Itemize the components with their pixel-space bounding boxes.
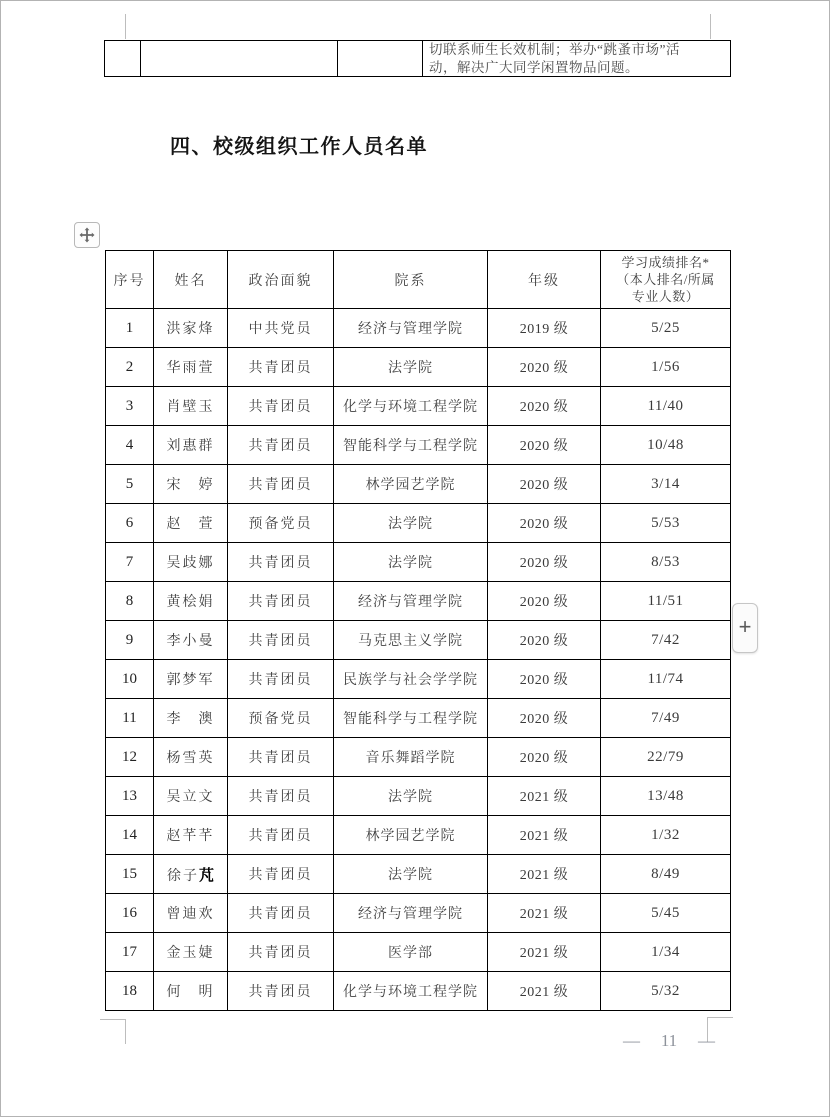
cell-politics: 共青团员 xyxy=(228,933,334,972)
cell-college: 音乐舞蹈学院 xyxy=(334,738,488,777)
cell-name: 赵芊芊 xyxy=(154,816,228,855)
cell-grade: 2021 级 xyxy=(488,816,601,855)
cell-college: 化学与环境工程学院 xyxy=(334,387,488,426)
table-row xyxy=(106,621,731,660)
cell-index: 1 xyxy=(106,309,154,348)
cell-grade: 2020 级 xyxy=(488,504,601,543)
cell-politics: 共青团员 xyxy=(228,660,334,699)
cell-rank: 5/53 xyxy=(601,504,731,543)
cell-grade: 2020 级 xyxy=(488,465,601,504)
cell-name: 杨雪英 xyxy=(154,738,228,777)
cell-rank: 5/32 xyxy=(601,972,731,1011)
cell-college: 马克思主义学院 xyxy=(334,621,488,660)
cell-index: 13 xyxy=(106,777,154,816)
cell-grade: 2020 级 xyxy=(488,543,601,582)
column-header-rank xyxy=(601,251,731,309)
cell-name: 金玉婕 xyxy=(154,933,228,972)
continuation-cell-empty xyxy=(141,41,338,77)
cell-politics: 共青团员 xyxy=(228,543,334,582)
cell-college: 林学园艺学院 xyxy=(334,816,488,855)
table-row xyxy=(106,660,731,699)
crop-mark-top-left xyxy=(125,14,126,39)
table-row xyxy=(106,309,731,348)
cell-rank: 11/40 xyxy=(601,387,731,426)
cell-college: 民族学与社会学学院 xyxy=(334,660,488,699)
cell-politics: 共青团员 xyxy=(228,426,334,465)
rank-header-line: （本人排名/所属 xyxy=(616,272,715,287)
cell-name: 黄桧娟 xyxy=(154,582,228,621)
cell-college: 化学与环境工程学院 xyxy=(334,972,488,1011)
cell-name: 赵 萱 xyxy=(154,504,228,543)
table-row xyxy=(106,348,731,387)
cell-index: 5 xyxy=(106,465,154,504)
cell-index: 16 xyxy=(106,894,154,933)
cell-rank: 11/74 xyxy=(601,660,731,699)
continuation-table xyxy=(104,40,731,77)
cell-politics: 共青团员 xyxy=(228,972,334,1011)
crop-mark-top-right xyxy=(710,14,711,39)
table-row xyxy=(106,894,731,933)
column-header-college: 院系 xyxy=(334,251,488,309)
cell-college: 法学院 xyxy=(334,543,488,582)
cell-index: 10 xyxy=(106,660,154,699)
crop-mark-bottom-left xyxy=(100,1019,125,1020)
cell-politics: 共青团员 xyxy=(228,582,334,621)
table-row xyxy=(106,738,731,777)
cell-rank: 22/79 xyxy=(601,738,731,777)
rank-header-line: 学习成绩排名* xyxy=(621,255,710,270)
cell-college: 经济与管理学院 xyxy=(334,894,488,933)
cell-grade: 2021 级 xyxy=(488,855,601,894)
cell-grade: 2019 级 xyxy=(488,309,601,348)
rank-header-line: 专业人数） xyxy=(631,289,700,304)
cell-grade: 2020 级 xyxy=(488,348,601,387)
cell-index: 6 xyxy=(106,504,154,543)
cell-name: 吴立文 xyxy=(154,777,228,816)
header-row xyxy=(106,251,731,309)
cell-index: 17 xyxy=(106,933,154,972)
cell-grade: 2020 级 xyxy=(488,738,601,777)
cell-name: 李 澳 xyxy=(154,699,228,738)
cell-index: 8 xyxy=(106,582,154,621)
crop-mark-bottom-right xyxy=(707,1017,733,1018)
column-header-name: 姓名 xyxy=(154,251,228,309)
cell-grade: 2021 级 xyxy=(488,933,601,972)
move-icon xyxy=(78,226,96,244)
cell-rank: 5/45 xyxy=(601,894,731,933)
cell-index: 2 xyxy=(106,348,154,387)
table-row xyxy=(106,465,731,504)
cell-politics: 共青团员 xyxy=(228,816,334,855)
table-row xyxy=(106,543,731,582)
cell-college: 智能科学与工程学院 xyxy=(334,426,488,465)
cell-name: 郭梦军 xyxy=(154,660,228,699)
table-row xyxy=(106,972,731,1011)
cell-name: 华雨萱 xyxy=(154,348,228,387)
table-row xyxy=(106,816,731,855)
cell-name: 肖壁玉 xyxy=(154,387,228,426)
cell-politics: 共青团员 xyxy=(228,387,334,426)
table-row xyxy=(106,426,731,465)
table-row xyxy=(106,933,731,972)
continuation-cell-empty xyxy=(338,41,423,77)
footer-dash: — xyxy=(623,1031,640,1050)
table-row xyxy=(106,504,731,543)
roster-table xyxy=(105,250,731,1011)
cell-index: 12 xyxy=(106,738,154,777)
page-footer xyxy=(623,1031,715,1051)
cell-rank: 8/49 xyxy=(601,855,731,894)
cell-grade: 2020 级 xyxy=(488,699,601,738)
cell-name: 李小曼 xyxy=(154,621,228,660)
cell-rank: 3/14 xyxy=(601,465,731,504)
table-row xyxy=(106,777,731,816)
cell-politics: 共青团员 xyxy=(228,855,334,894)
crop-mark-bottom-left xyxy=(125,1019,126,1044)
cell-rank: 1/32 xyxy=(601,816,731,855)
cell-rank: 10/48 xyxy=(601,426,731,465)
cell-grade: 2020 级 xyxy=(488,582,601,621)
cell-index: 15 xyxy=(106,855,154,894)
cell-index: 11 xyxy=(106,699,154,738)
plus-icon: + xyxy=(738,614,752,639)
cell-name: 何 明 xyxy=(154,972,228,1011)
table-move-handle[interactable] xyxy=(74,222,100,248)
cell-rank: 5/25 xyxy=(601,309,731,348)
cell-politics: 预备党员 xyxy=(228,699,334,738)
cell-politics: 共青团员 xyxy=(228,621,334,660)
footer-dash: — xyxy=(698,1031,715,1050)
cell-rank: 7/42 xyxy=(601,621,731,660)
cell-college: 智能科学与工程学院 xyxy=(334,699,488,738)
cell-grade: 2020 级 xyxy=(488,660,601,699)
cell-grade: 2020 级 xyxy=(488,621,601,660)
cell-index: 18 xyxy=(106,972,154,1011)
cell-politics: 共青团员 xyxy=(228,777,334,816)
cell-college: 法学院 xyxy=(334,777,488,816)
cell-index: 7 xyxy=(106,543,154,582)
cell-rank: 1/34 xyxy=(601,933,731,972)
cell-rank: 11/51 xyxy=(601,582,731,621)
cell-college: 林学园艺学院 xyxy=(334,465,488,504)
cell-name: 洪家烽 xyxy=(154,309,228,348)
page-number: 11 xyxy=(660,1031,678,1050)
continuation-text-line: 切联系师生长效机制；举办“跳蚤市场”活 xyxy=(429,42,680,57)
cell-index: 14 xyxy=(106,816,154,855)
cell-politics: 共青团员 xyxy=(228,894,334,933)
cell-index: 4 xyxy=(106,426,154,465)
cell-rank: 7/49 xyxy=(601,699,731,738)
cell-name: 吴歧娜 xyxy=(154,543,228,582)
continuation-cell-empty xyxy=(105,41,141,77)
table-row xyxy=(106,855,731,894)
cell-politics: 预备党员 xyxy=(228,504,334,543)
cell-college: 医学部 xyxy=(334,933,488,972)
column-header-grade: 年级 xyxy=(488,251,601,309)
cell-college: 经济与管理学院 xyxy=(334,309,488,348)
roster-body xyxy=(106,251,731,1011)
cell-rank: 8/53 xyxy=(601,543,731,582)
add-button[interactable] xyxy=(732,603,758,653)
cell-name: 宋 婷 xyxy=(154,465,228,504)
cell-name: 徐子芃 xyxy=(154,855,228,894)
cell-college: 法学院 xyxy=(334,348,488,387)
cell-college: 法学院 xyxy=(334,504,488,543)
cell-grade: 2021 级 xyxy=(488,777,601,816)
cell-name: 刘惠群 xyxy=(154,426,228,465)
column-header-politics: 政治面貌 xyxy=(228,251,334,309)
cell-grade: 2020 级 xyxy=(488,387,601,426)
table-row xyxy=(106,699,731,738)
continuation-cell-text xyxy=(423,41,731,77)
table-row xyxy=(106,387,731,426)
cell-name: 曾迪欢 xyxy=(154,894,228,933)
cell-college: 法学院 xyxy=(334,855,488,894)
column-header-no: 序号 xyxy=(106,251,154,309)
table-row xyxy=(106,582,731,621)
cell-politics: 中共党员 xyxy=(228,309,334,348)
cell-rank: 1/56 xyxy=(601,348,731,387)
cell-grade: 2020 级 xyxy=(488,426,601,465)
cell-index: 9 xyxy=(106,621,154,660)
cell-college: 经济与管理学院 xyxy=(334,582,488,621)
cell-politics: 共青团员 xyxy=(228,738,334,777)
cell-politics: 共青团员 xyxy=(228,465,334,504)
cell-rank: 13/48 xyxy=(601,777,731,816)
section-heading: 四、校级组织工作人员名单 xyxy=(170,136,428,158)
cell-index: 3 xyxy=(106,387,154,426)
cell-politics: 共青团员 xyxy=(228,348,334,387)
cell-grade: 2021 级 xyxy=(488,972,601,1011)
cell-grade: 2021 级 xyxy=(488,894,601,933)
continuation-text-line: 动，解决广大同学闲置物品问题。 xyxy=(429,59,639,75)
